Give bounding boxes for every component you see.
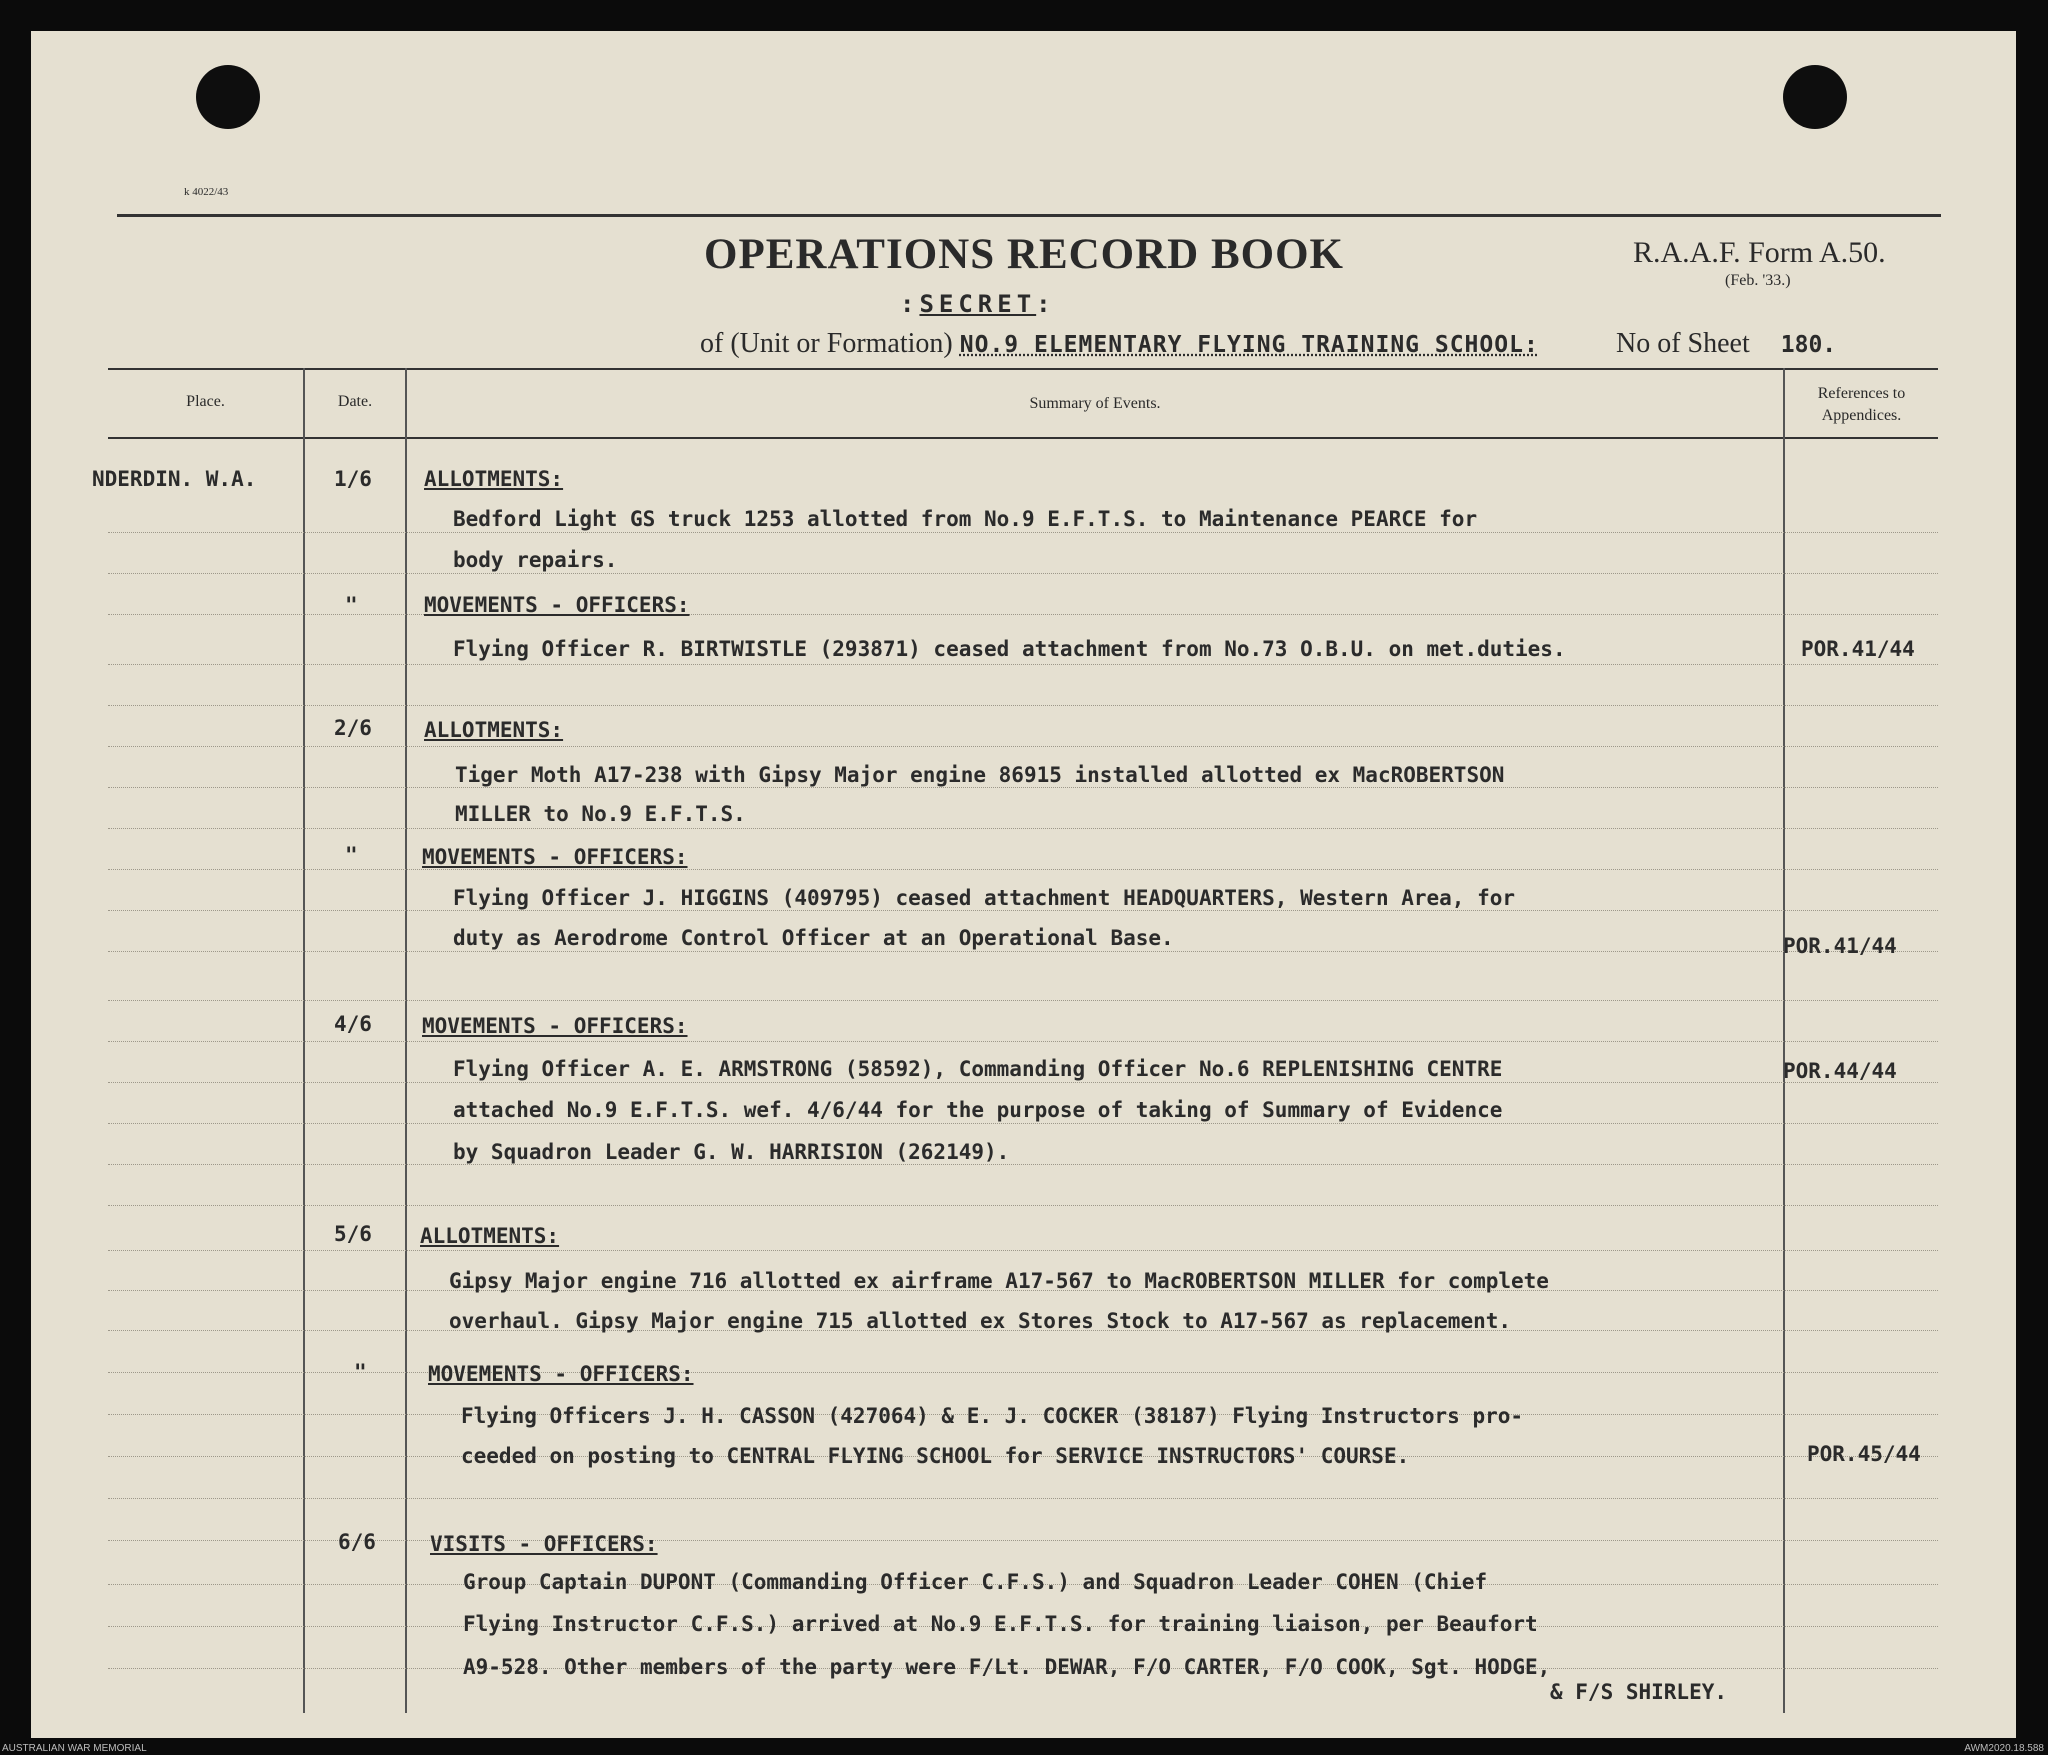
table-top-rule <box>108 368 1938 370</box>
entry-line: Gipsy Major engine 716 allotted ex airframe A17-567 to MacROBERTSON MILLER for complete <box>449 1269 1549 1293</box>
entry-line: duty as Aerodrome Control Officer at an Operational Base. <box>453 926 1174 950</box>
entry-heading: MOVEMENTS - OFFICERS: <box>428 1362 694 1386</box>
column-header-place: Place. <box>186 393 225 410</box>
entry-line: Flying Officer A. E. ARMSTRONG (58592), Commanding Officer No.6 REPLENISHING CENTRE <box>453 1057 1503 1081</box>
sheet-label: No of Sheet <box>1616 328 1750 359</box>
column-header-summary: Summary of Events. <box>1029 395 1161 412</box>
column-header-date: Date. <box>337 393 373 410</box>
entry-line: Group Captain DUPONT (Commanding Officer C.F.S.) and Squadron Leader COHEN (Chief <box>463 1570 1488 1594</box>
table-header-rule <box>108 437 1938 439</box>
entry-date: 6/6 <box>338 1530 376 1554</box>
entry-heading: MOVEMENTS - OFFICERS: <box>422 1014 688 1038</box>
entry-line: MILLER to No.9 E.F.T.S. <box>455 802 746 826</box>
punch-hole-right <box>1783 65 1847 129</box>
form-date: (Feb. '33.) <box>1725 272 1791 289</box>
entry-date: 4/6 <box>334 1012 372 1036</box>
unit-label: of (Unit or Formation) <box>700 328 953 359</box>
entry-line: Bedford Light GS truck 1253 allotted from No.9 E.F.T.S. to Maintenance PEARCE for <box>453 507 1478 531</box>
unit-line <box>700 328 1539 360</box>
entry-date: 5/6 <box>334 1222 372 1246</box>
entry-reference: POR.44/44 <box>1783 1059 1897 1083</box>
record-sheet <box>31 31 2016 1738</box>
entry-reference: POR.41/44 <box>1801 637 1915 661</box>
entry-heading: VISITS - OFFICERS: <box>430 1532 658 1556</box>
footer-accession: AWM2020.18.588 <box>1964 1743 2044 1754</box>
entry-line: body repairs. <box>453 548 618 572</box>
entry-heading: ALLOTMENTS: <box>424 467 564 491</box>
entry-line: by Squadron Leader G. W. HARRISION (262149). <box>453 1140 1010 1164</box>
entry-heading: ALLOTMENTS: <box>420 1224 560 1248</box>
entry-line: Flying Officers J. H. CASSON (427064) & E. J. COCKER (38187) Flying Instructors pro- <box>461 1404 1524 1428</box>
entry-line: attached No.9 E.F.T.S. wef. 4/6/44 for the purpose of taking of Summary of Evidence <box>453 1098 1503 1122</box>
sheet-number-line <box>1616 328 1836 360</box>
entry-line: Tiger Moth A17-238 with Gipsy Major engine 86915 installed allotted ex MacROBERTSON <box>455 763 1505 787</box>
footer-credit: AUSTRALIAN WAR MEMORIAL <box>2 1743 147 1754</box>
entry-date: 2/6 <box>334 716 372 740</box>
entry-heading: ALLOTMENTS: <box>424 718 564 742</box>
classification: :SECRET: <box>900 290 1056 318</box>
top-rule <box>117 214 1941 217</box>
entry-reference: POR.45/44 <box>1807 1442 1921 1466</box>
references-label: References to <box>1817 385 1906 402</box>
appendices-label: Appendices. <box>1821 407 1902 424</box>
entry-date: " <box>345 843 358 867</box>
entry-date: 1/6 <box>334 467 372 491</box>
entry-line: A9-528. Other members of the party were F/Lt. DEWAR, F/O CARTER, F/O COOK, Sgt. HODGE, <box>463 1655 1551 1679</box>
entry-date: " <box>354 1360 367 1384</box>
column-header-references <box>1785 385 1938 425</box>
entry-line: Flying Officer R. BIRTWISTLE (293871) ceased attachment from No.73 O.B.U. on met.duties. <box>453 637 1566 661</box>
entry-reference: POR.41/44 <box>1783 934 1897 958</box>
entry-line: Flying Officer J. HIGGINS (409795) ceased attachment HEADQUARTERS, Western Area, for <box>453 886 1516 910</box>
entry-heading: MOVEMENTS - OFFICERS: <box>422 845 688 869</box>
place-cell: NDERDIN. W.A. <box>92 467 257 491</box>
sheet-number: 180. <box>1780 332 1837 358</box>
entry-date: " <box>345 593 358 617</box>
form-number: R.A.A.F. Form A.50. <box>1633 236 1886 269</box>
entry-line: & F/S SHIRLEY. <box>1550 1680 1728 1704</box>
entry-line: Flying Instructor C.F.S.) arrived at No.9 E.F.T.S. for training liaison, per Beaufort <box>463 1612 1538 1636</box>
entry-line: ceeded on posting to CENTRAL FLYING SCHOOL for SERVICE INSTRUCTORS' COURSE. <box>461 1444 1410 1468</box>
entry-line: overhaul. Gipsy Major engine 715 allotted ex Stores Stock to A17-567 as replacement. <box>449 1309 1512 1333</box>
print-reference: k 4022/43 <box>184 186 229 198</box>
entry-heading: MOVEMENTS - OFFICERS: <box>424 593 690 617</box>
unit-name: NO.9 ELEMENTARY FLYING TRAINING SCHOOL: <box>959 332 1539 358</box>
page-title: OPERATIONS RECORD BOOK <box>704 231 1344 278</box>
punch-hole-left <box>196 65 260 129</box>
